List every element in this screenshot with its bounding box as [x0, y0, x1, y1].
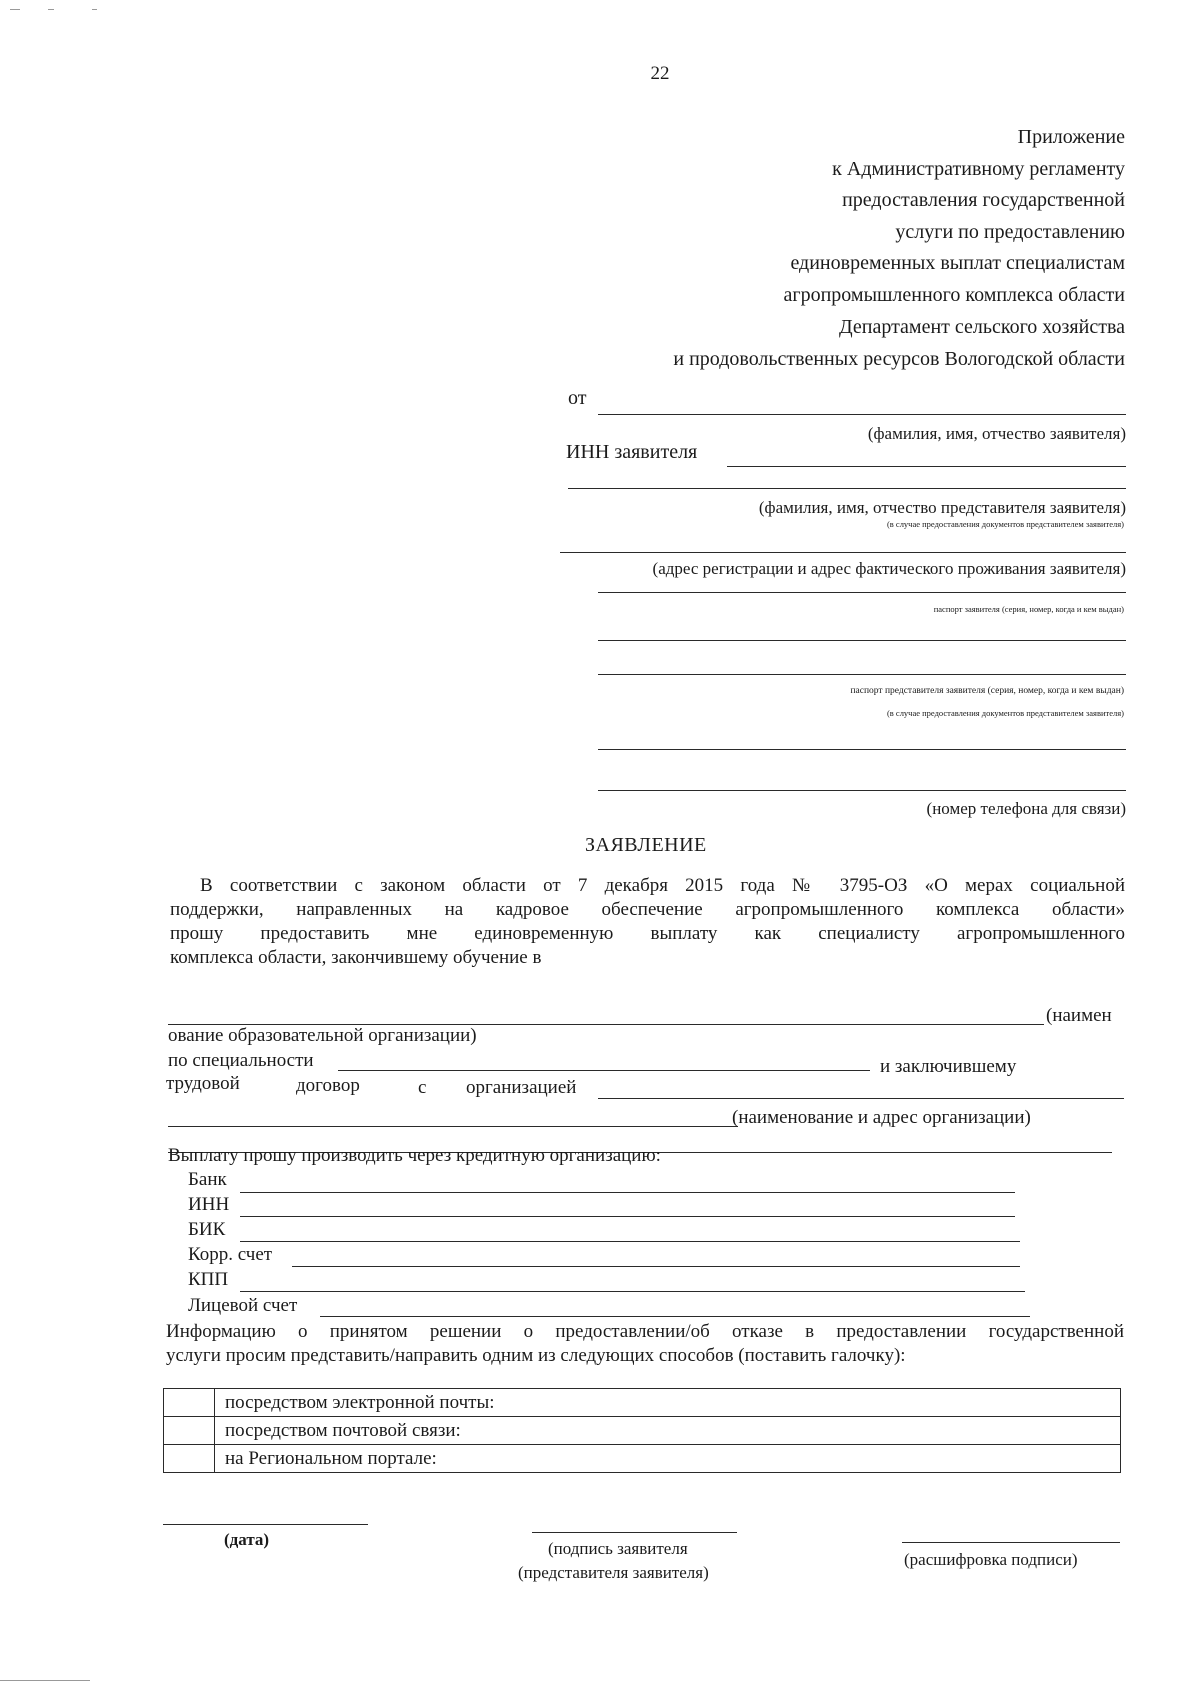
bank-intro: Выплату прошу производить через кредитную организацию:	[168, 1145, 661, 1166]
delivery-checkbox-portal[interactable]	[164, 1445, 215, 1473]
address-caption: (адрес регистрации и адрес фактического проживания заявителя)	[652, 559, 1126, 578]
appendix-line: агропромышленного комплекса области	[783, 283, 1125, 306]
department-line: Департамент сельского хозяйства	[838, 316, 1125, 338]
bank-field-label: Банк	[188, 1169, 227, 1190]
contract-suffix: и заключившему	[880, 1056, 1017, 1077]
scan-mark	[0, 1680, 90, 1681]
representative-passport-caption: паспорт представителя заявителя (серия, номер, когда и кем выдан)	[850, 686, 1124, 696]
inn-field[interactable]	[727, 466, 1126, 467]
passport-caption: паспорт заявителя (серия, номер, когда и кем выдан)	[933, 604, 1124, 614]
employer-field[interactable]	[598, 1098, 1124, 1099]
phone-caption: (номер телефона для связи)	[926, 799, 1126, 818]
contract-word: договор	[296, 1075, 360, 1096]
specialty-field[interactable]	[338, 1070, 870, 1071]
bank-field-label: Лицевой счет	[188, 1295, 298, 1316]
delivery-intro: услуги просим представить/направить одним из следующих способов (поставить галочку):	[166, 1345, 906, 1366]
specialty-label: по специальности	[168, 1050, 314, 1071]
from-label: от	[568, 387, 587, 409]
bank-kpp-field[interactable]	[240, 1291, 1025, 1292]
appendix-header	[784, 122, 1125, 311]
signature-caption: (подпись заявителя	[548, 1539, 688, 1558]
representative-note: (в случае предоставления документов представителем заявителя)	[886, 519, 1124, 529]
bank-name-field[interactable]	[240, 1192, 1015, 1193]
scan-mark	[10, 9, 20, 10]
from-caption: (фамилия, имя, отчество заявителя)	[867, 424, 1126, 443]
delivery-option-row	[164, 1417, 1121, 1445]
employer-caption: (наименование и адрес организации)	[732, 1107, 1031, 1128]
delivery-checkbox-post[interactable]	[164, 1417, 215, 1445]
org-caption-part2: ование образовательной организации)	[168, 1025, 477, 1046]
signature-field[interactable]	[532, 1532, 737, 1533]
bank-account-field[interactable]	[320, 1316, 1030, 1317]
representative-passport-field[interactable]	[598, 674, 1126, 675]
page-number: 22	[650, 63, 670, 84]
employer-field-2[interactable]	[168, 1126, 738, 1127]
date-field[interactable]	[163, 1524, 368, 1525]
delivery-option-label: посредством почтовой связи:	[215, 1417, 1121, 1445]
signature-decode-field[interactable]	[902, 1542, 1120, 1543]
date-caption: (дата)	[224, 1530, 270, 1549]
from-field[interactable]	[598, 414, 1126, 415]
scan-mark	[48, 9, 54, 10]
department-addressee	[673, 312, 1125, 375]
delivery-option-row	[164, 1389, 1121, 1417]
appendix-line: к Административному регламенту	[832, 157, 1125, 180]
representative-field[interactable]	[568, 488, 1126, 489]
signature-decode-caption: (расшифровка подписи)	[904, 1550, 1078, 1569]
appendix-line: Приложение	[1017, 126, 1125, 148]
org-caption-part1: (наимен	[1046, 1005, 1112, 1026]
bank-corr-account-field[interactable]	[292, 1266, 1020, 1267]
bank-field-label: БИК	[188, 1219, 226, 1240]
contract-word: трудовой	[166, 1073, 240, 1094]
appendix-line: единовременных выплат специалистам	[790, 252, 1125, 274]
bank-field-label: Корр. счет	[188, 1244, 273, 1265]
statement-line: В соответствии с законом области от 7 декабря 2015 года № 3795-ОЗ «О мерах социальной	[200, 875, 1125, 896]
bank-inn-field[interactable]	[240, 1216, 1015, 1217]
passport-field[interactable]	[598, 592, 1126, 593]
delivery-intro: Информацию о принятом решении о предоставлении/об отказе в предоставлении государственной	[166, 1321, 1124, 1342]
delivery-option-label: на Региональном портале:	[215, 1445, 1121, 1473]
representative-passport-note: (в случае предоставления документов представителем заявителя)	[886, 708, 1124, 718]
appendix-line: предоставления государственной	[842, 189, 1125, 211]
department-line: и продовольственных ресурсов Вологодской области	[673, 347, 1125, 370]
address-field[interactable]	[560, 552, 1126, 553]
bank-bik-field[interactable]	[240, 1241, 1020, 1242]
bank-field-label: ИНН	[188, 1194, 230, 1215]
representative-caption: (фамилия, имя, отчество представителя заявителя)	[758, 498, 1126, 517]
delivery-options-table	[163, 1388, 1121, 1473]
delivery-option-label: посредством электронной почты:	[215, 1389, 1121, 1417]
signature-caption: (представителя заявителя)	[518, 1563, 709, 1582]
appendix-line: услуги по предоставлению	[895, 220, 1125, 243]
contract-word: с	[418, 1077, 427, 1098]
phone-field-2[interactable]	[598, 790, 1126, 791]
statement-line: поддержки, направленных на кадровое обеспечение агропромышленного комплекса области»	[170, 899, 1125, 920]
contract-word: организацией	[466, 1077, 577, 1098]
statement-line: прошу предоставить мне единовременную выплату как специалисту агропромышленного	[170, 923, 1125, 944]
delivery-option-row	[164, 1445, 1121, 1473]
statement-line: комплекса области, закончившему обучение в	[170, 947, 542, 968]
bank-field-label: КПП	[188, 1269, 229, 1290]
statement-title: ЗАЯВЛЕНИЕ	[585, 834, 707, 856]
scan-mark	[92, 9, 97, 10]
address-extra-field[interactable]	[598, 640, 1126, 641]
inn-label: ИНН заявителя	[566, 441, 698, 463]
delivery-checkbox-email[interactable]	[164, 1389, 215, 1417]
phone-field-1[interactable]	[598, 749, 1126, 750]
